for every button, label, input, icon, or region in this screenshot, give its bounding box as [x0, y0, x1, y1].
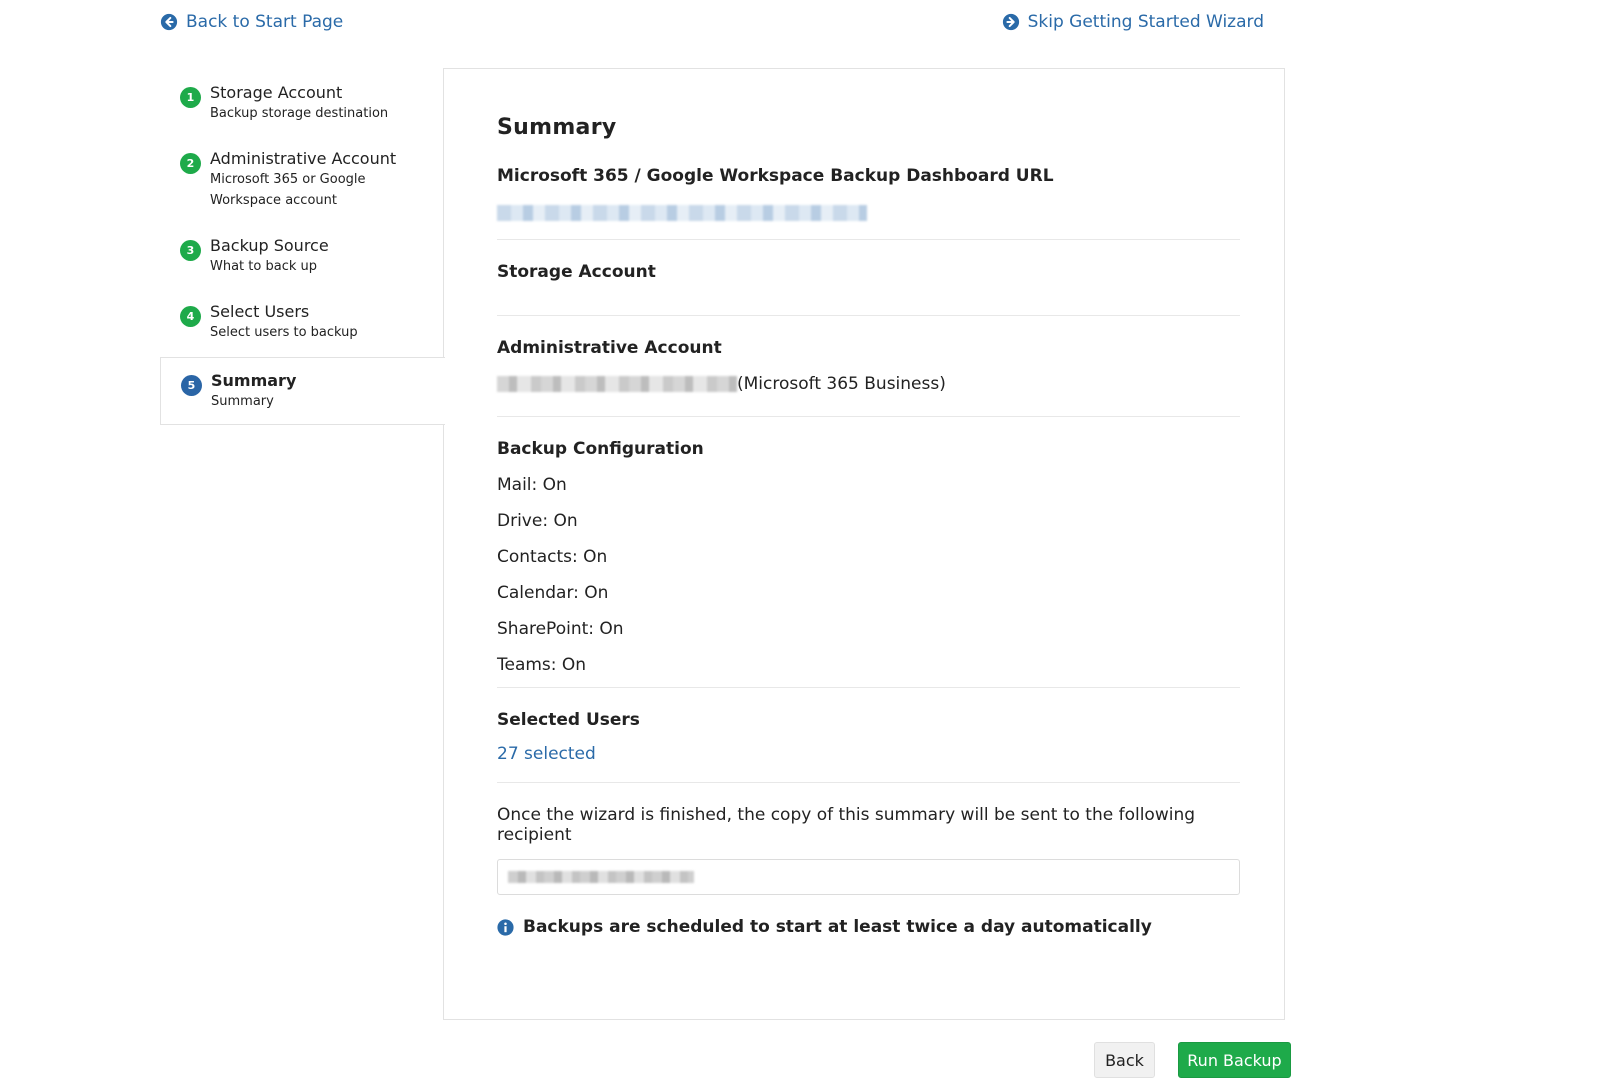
step-select-users[interactable]: [160, 289, 444, 355]
config-item-calendar: Calendar: On: [497, 583, 609, 603]
backup-config-label: Backup Configuration: [497, 439, 704, 459]
redacted-account: [497, 376, 737, 392]
step-administrative-account[interactable]: [160, 136, 444, 223]
schedule-note: [497, 917, 1240, 937]
run-backup-button[interactable]: Run Backup: [1178, 1042, 1291, 1078]
selected-users-link[interactable]: 27 selected: [497, 744, 596, 764]
divider: [497, 416, 1240, 417]
step-title: Backup Source: [210, 236, 329, 255]
step-number-badge: 3: [180, 240, 201, 261]
dashboard-url-value[interactable]: [497, 202, 1240, 221]
step-subtitle: Summary: [211, 394, 274, 409]
step-storage-account[interactable]: [160, 70, 444, 136]
config-item-mail: Mail: On: [497, 475, 567, 495]
selected-users-label: Selected Users: [497, 710, 640, 730]
skip-wizard-label: Skip Getting Started Wizard: [1027, 12, 1264, 32]
arrow-right-circle-icon: [1002, 13, 1020, 31]
divider: [497, 315, 1240, 316]
divider: [497, 782, 1240, 783]
dashboard-url-label: Microsoft 365 / Google Workspace Backup Dashboard URL: [497, 166, 1054, 186]
recipient-email-field[interactable]: [497, 859, 1240, 895]
step-title: Administrative Account: [210, 149, 397, 168]
back-to-start-label: Back to Start Page: [186, 12, 344, 32]
divider: [497, 239, 1240, 240]
admin-account-value: [497, 374, 1240, 394]
config-item-sharepoint: SharePoint: On: [497, 619, 624, 639]
schedule-note-text: Backups are scheduled to start at least twice a day automatically: [523, 917, 1152, 937]
redacted-email: [508, 871, 694, 883]
summary-panel: [443, 68, 1285, 1020]
step-summary[interactable]: [160, 357, 445, 425]
config-item-teams: Teams: On: [497, 655, 587, 675]
step-backup-source[interactable]: [160, 223, 444, 289]
recipient-note: Once the wizard is finished, the copy of this summary will be sent to the following recipient: [497, 805, 1196, 845]
admin-account-label: Administrative Account: [497, 338, 722, 358]
step-number-badge: 2: [180, 153, 201, 174]
back-button[interactable]: Back: [1094, 1042, 1155, 1078]
step-number-badge: 5: [181, 375, 202, 396]
config-item-contacts: Contacts: On: [497, 547, 608, 567]
step-number-badge: 1: [180, 87, 201, 108]
skip-wizard-link[interactable]: [1002, 12, 1264, 32]
step-subtitle: Select users to backup: [210, 325, 358, 340]
redacted-url: [497, 205, 867, 221]
arrow-left-circle-icon: [160, 13, 178, 31]
admin-account-type: (Microsoft 365 Business): [737, 374, 946, 394]
step-title: Summary: [211, 371, 297, 390]
wizard-steps: [160, 70, 444, 425]
step-subtitle: Microsoft 365 or Google Workspace account: [210, 172, 366, 208]
step-title: Storage Account: [210, 83, 343, 102]
step-subtitle: Backup storage destination: [210, 106, 389, 121]
info-icon: [497, 919, 514, 936]
step-number-badge: 4: [180, 306, 201, 327]
config-item-drive: Drive: On: [497, 511, 578, 531]
page-title: Summary: [497, 115, 617, 140]
step-subtitle: What to back up: [210, 259, 317, 274]
back-to-start-link[interactable]: [160, 12, 343, 32]
step-title: Select Users: [210, 302, 310, 321]
divider: [497, 687, 1240, 688]
storage-account-label: Storage Account: [497, 262, 656, 282]
summary-content: [497, 69, 1240, 937]
